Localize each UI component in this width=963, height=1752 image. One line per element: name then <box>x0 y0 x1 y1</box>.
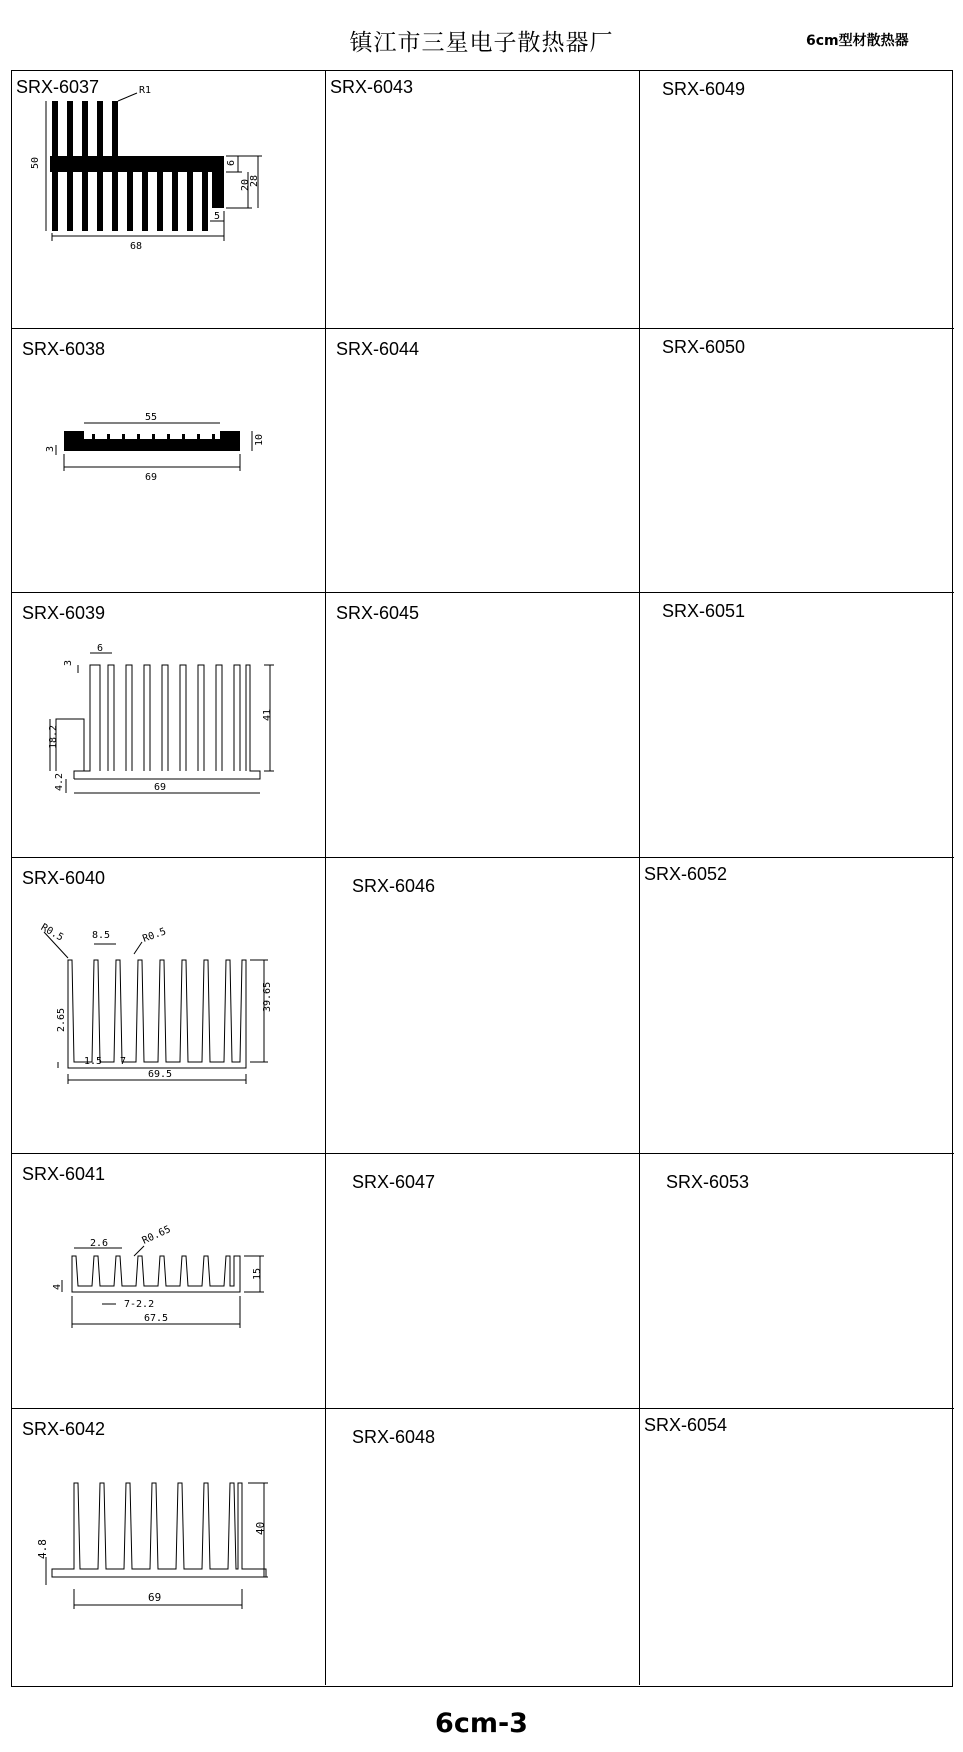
heatsink-drawing-6040 <box>12 858 326 1154</box>
dim-label: 41 <box>262 708 273 721</box>
dim-label: R0.65 <box>140 1224 173 1247</box>
model-code: SRX-6046 <box>352 876 436 896</box>
dim-label: 1.5 <box>84 1056 103 1067</box>
dim-label: R0.5 <box>141 926 168 945</box>
cell-srx-6048 <box>326 1409 640 1685</box>
cell-srx-6054 <box>640 1409 954 1685</box>
model-code: SRX-6052 <box>644 864 728 884</box>
dim-label: 39.65 <box>262 981 273 1012</box>
cell-srx-6046 <box>326 858 640 1154</box>
dim-label: R1 <box>139 85 152 96</box>
dim-label: 69 <box>154 782 167 793</box>
dim-label: R0.5 <box>38 922 66 944</box>
dim-label: 4 <box>52 1283 63 1290</box>
cell-srx-6052 <box>640 858 954 1154</box>
model-code: SRX-6043 <box>330 77 414 97</box>
dim-label: 40 <box>254 1521 267 1535</box>
dim-label: 20 <box>240 178 251 191</box>
cell-srx-6051 <box>640 593 954 858</box>
dim-label: 5 <box>214 211 221 222</box>
model-code: SRX-6045 <box>336 603 420 623</box>
model-code: SRX-6054 <box>644 1415 728 1435</box>
model-code: SRX-6042 <box>22 1419 106 1439</box>
model-code: SRX-6050 <box>662 337 746 357</box>
dim-label: 8.5 <box>92 930 111 941</box>
cell-srx-6044 <box>326 329 640 593</box>
heatsink-drawing-6041 <box>12 1154 326 1409</box>
cell-srx-6050 <box>640 329 954 593</box>
catalog-grid <box>11 70 953 1687</box>
dim-label: 15 <box>252 1267 263 1280</box>
dim-label: 69 <box>145 472 158 483</box>
dim-label: 4.8 <box>36 1539 49 1559</box>
dim-label: 50 <box>30 156 41 169</box>
model-code: SRX-6049 <box>662 79 746 99</box>
heatsink-drawing-6038 <box>12 329 326 593</box>
model-code: SRX-6053 <box>666 1172 750 1192</box>
model-code: SRX-6051 <box>662 601 746 621</box>
dim-label: 18.2 <box>48 724 59 749</box>
dim-label: 69.5 <box>148 1069 173 1080</box>
cell-srx-6043 <box>326 71 640 329</box>
page-title: 镇江市三星电子散热器厂 <box>349 30 614 56</box>
cell-srx-6042 <box>12 1409 326 1685</box>
dim-label: 4.2 <box>54 772 65 791</box>
dim-label: 7-2.2 <box>124 1299 155 1310</box>
dim-label: 69 <box>148 1591 162 1604</box>
model-code: SRX-6038 <box>22 339 106 359</box>
heatsink-drawing-6039 <box>12 593 326 858</box>
dim-label: 68 <box>130 241 143 252</box>
cell-srx-6053 <box>640 1154 954 1409</box>
dim-label: 3 <box>63 659 74 666</box>
dim-label: 2.65 <box>56 1007 67 1032</box>
cell-srx-6047 <box>326 1154 640 1409</box>
dim-label: 6 <box>97 643 104 654</box>
model-code: SRX-6044 <box>336 339 420 359</box>
model-code: SRX-6037 <box>16 77 100 97</box>
dim-label: 55 <box>145 412 158 423</box>
model-code: SRX-6040 <box>22 868 106 888</box>
heatsink-drawing-6042 <box>12 1409 326 1685</box>
dim-label: 3 <box>45 445 56 452</box>
dim-label: 7 <box>120 1056 127 1067</box>
cell-srx-6038 <box>12 329 326 593</box>
model-code: SRX-6041 <box>22 1164 106 1184</box>
model-code: SRX-6048 <box>352 1427 436 1447</box>
dim-label: 67.5 <box>144 1313 169 1324</box>
dim-label: 6 <box>226 159 237 166</box>
cell-srx-6045 <box>326 593 640 858</box>
page-footer-label: 6cm-3 <box>435 1708 528 1739</box>
cell-srx-6049 <box>640 71 954 329</box>
dim-label: 28 <box>249 174 260 187</box>
heatsink-drawing-6037 <box>12 71 326 329</box>
cell-srx-6039 <box>12 593 326 858</box>
dim-label: 10 <box>254 433 265 446</box>
page-subtitle: 6cm型材散热器 <box>806 33 909 49</box>
model-code: SRX-6047 <box>352 1172 436 1192</box>
cell-srx-6040 <box>12 858 326 1154</box>
dim-label: 2.6 <box>90 1238 109 1249</box>
model-code: SRX-6039 <box>22 603 106 623</box>
cell-srx-6041 <box>12 1154 326 1409</box>
cell-srx-6037 <box>12 71 326 329</box>
